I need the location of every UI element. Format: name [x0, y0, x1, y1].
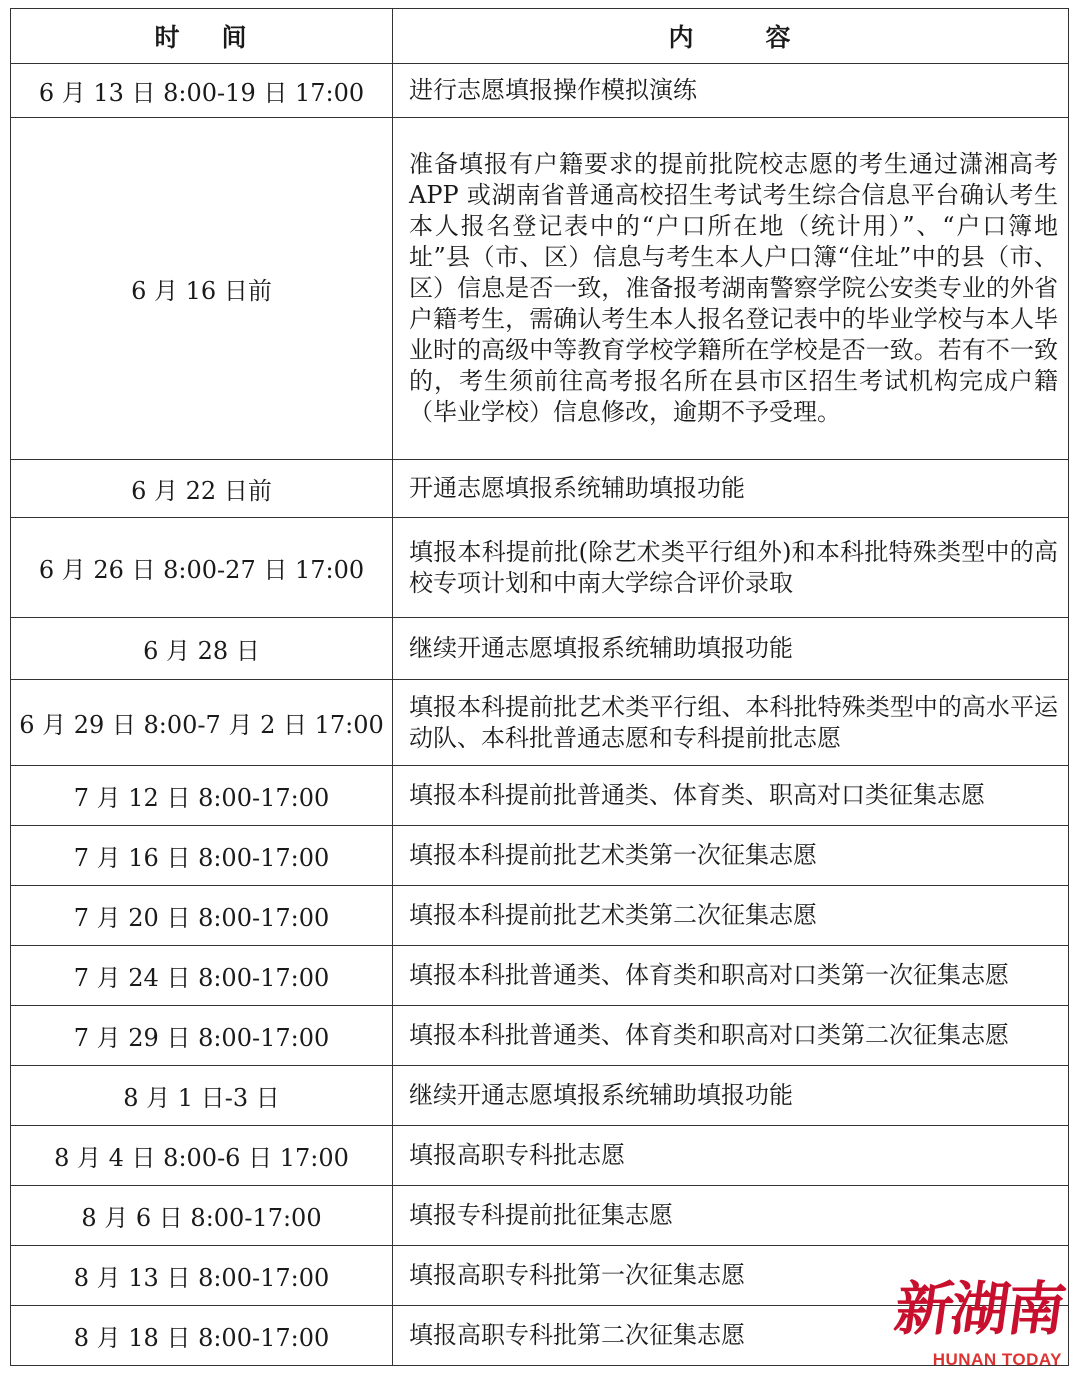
row-time: 7 月 16 日 8:00-17:00 — [11, 826, 393, 886]
table-row — [11, 1186, 1069, 1246]
row-content: 填报本科提前批普通类、体育类、职高对口类征集志愿 — [393, 766, 1069, 826]
row-content: 准备填报有户籍要求的提前批院校志愿的考生通过潇湘高考 APP 或湖南省普通高校招生考试考生综合信息平台确认考生本人报名登记表中的“户口所在地（统计用）”、“户口簿地址”县（市、区）信息与考生本人户口簿“住址”中的县（市、区）信息是否一致，准备报考湖南警察学院公安类专业的外省户籍考生，需确认考生本人报名登记表中的毕业学校与本人毕业时的高级中等教育学校学籍所在学校是否一致。若有不一致的，考生须前往高考报名所在县市区招生考试机构完成户籍（毕业学校）信息修改，逾期不予受理。 — [393, 118, 1069, 460]
table-row — [11, 1126, 1069, 1186]
row-content: 开通志愿填报系统辅助填报功能 — [393, 460, 1069, 518]
table-header-row — [11, 9, 1069, 64]
table-row — [11, 460, 1069, 518]
row-time: 8 月 18 日 8:00-17:00 — [11, 1306, 393, 1366]
row-content: 填报专科提前批征集志愿 — [393, 1186, 1069, 1246]
logo-english-text: HUNAN TODAY — [932, 1350, 1062, 1369]
table-row — [11, 118, 1069, 460]
logo-chinese-text: 新湖南 — [890, 1275, 1069, 1343]
header-content: 内 容 — [393, 9, 1069, 64]
row-time: 8 月 13 日 8:00-17:00 — [11, 1246, 393, 1306]
schedule-table — [10, 8, 1069, 1366]
row-content: 进行志愿填报操作模拟演练 — [393, 64, 1069, 118]
table-row — [11, 518, 1069, 618]
row-content: 填报本科提前批艺术类第二次征集志愿 — [393, 886, 1069, 946]
hunan-today-logo — [888, 1262, 1068, 1372]
table-row — [11, 766, 1069, 826]
row-time: 6 月 13 日 8:00-19 日 17:00 — [11, 64, 393, 118]
table-row — [11, 826, 1069, 886]
row-time: 6 月 26 日 8:00-27 日 17:00 — [11, 518, 393, 618]
row-time: 7 月 20 日 8:00-17:00 — [11, 886, 393, 946]
row-content: 继续开通志愿填报系统辅助填报功能 — [393, 1066, 1069, 1126]
table-row — [11, 680, 1069, 766]
row-content: 填报高职专科批志愿 — [393, 1126, 1069, 1186]
row-time: 7 月 29 日 8:00-17:00 — [11, 1006, 393, 1066]
row-time: 7 月 12 日 8:00-17:00 — [11, 766, 393, 826]
row-content: 继续开通志愿填报系统辅助填报功能 — [393, 618, 1069, 680]
row-content: 填报高职专科批第二次征集志愿 — [393, 1306, 1069, 1366]
row-content: 填报高职专科批第一次征集志愿 — [393, 1246, 1069, 1306]
row-time: 7 月 24 日 8:00-17:00 — [11, 946, 393, 1006]
row-content: 填报本科批普通类、体育类和职高对口类第二次征集志愿 — [393, 1006, 1069, 1066]
header-time: 时 间 — [11, 9, 393, 64]
table-row — [11, 946, 1069, 1006]
row-time: 6 月 22 日前 — [11, 460, 393, 518]
row-content: 填报本科批普通类、体育类和职高对口类第一次征集志愿 — [393, 946, 1069, 1006]
row-content: 填报本科提前批(除艺术类平行组外)和本科批特殊类型中的高校专项计划和中南大学综合评价录取 — [393, 518, 1069, 618]
row-time: 6 月 16 日前 — [11, 118, 393, 460]
table-row — [11, 1066, 1069, 1126]
row-time: 6 月 29 日 8:00-7 月 2 日 17:00 — [11, 680, 393, 766]
row-time: 6 月 28 日 — [11, 618, 393, 680]
table-row — [11, 618, 1069, 680]
row-time: 8 月 6 日 8:00-17:00 — [11, 1186, 393, 1246]
table-row — [11, 1006, 1069, 1066]
row-content: 填报本科提前批艺术类第一次征集志愿 — [393, 826, 1069, 886]
table-row — [11, 886, 1069, 946]
row-time: 8 月 1 日-3 日 — [11, 1066, 393, 1126]
table-row — [11, 64, 1069, 118]
row-content: 填报本科提前批艺术类平行组、本科批特殊类型中的高水平运动队、本科批普通志愿和专科提前批志愿 — [393, 680, 1069, 766]
row-time: 8 月 4 日 8:00-6 日 17:00 — [11, 1126, 393, 1186]
